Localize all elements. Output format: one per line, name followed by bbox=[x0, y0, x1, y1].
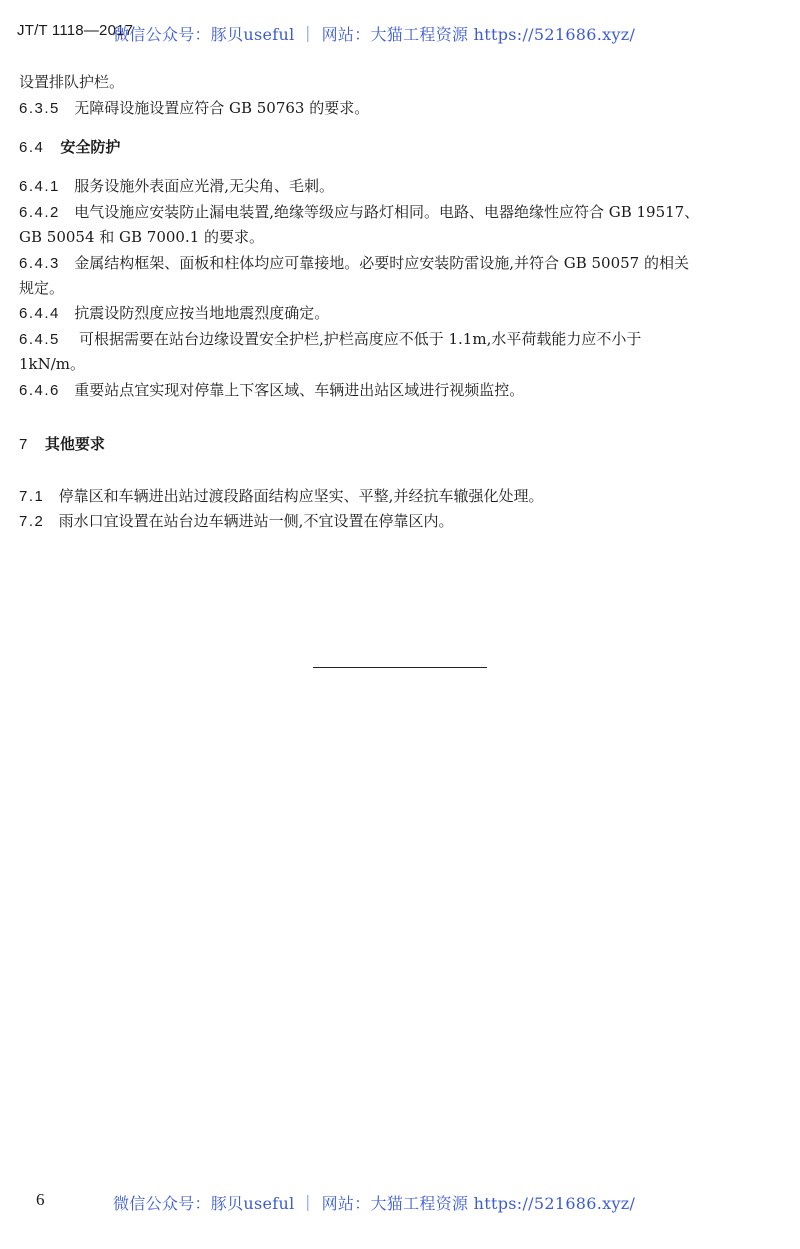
clause-text: 重要站点宜实现对停靠上下客区域、车辆进出站区域进行视频监控。 bbox=[74, 381, 525, 399]
clause-6-4-5 bbox=[19, 329, 641, 350]
clause-6-4-6 bbox=[19, 380, 524, 401]
clause-number: 6.4.2 bbox=[19, 204, 60, 221]
clause-6-4-1 bbox=[19, 176, 334, 197]
heading-7 bbox=[19, 434, 105, 455]
watermark-top: 微信公众号：豚贝useful ｜ 网站：大猫工程资源 https://521686.xyz/ bbox=[113, 25, 636, 44]
clause-text: 无障碍设施设置应符合 GB 50763 的要求。 bbox=[74, 99, 370, 117]
heading-title: 其他要求 bbox=[44, 435, 105, 453]
clause-7-2 bbox=[19, 511, 453, 532]
clause-text: 服务设施外表面应光滑,无尖角、毛刺。 bbox=[74, 177, 334, 195]
clause-number: 6.4.3 bbox=[19, 255, 60, 272]
clause-6-4-2-cont: GB 50054 和 GB 7000.1 的要求。 bbox=[19, 228, 265, 246]
watermark-bottom: 微信公众号：豚贝useful ｜ 网站：大猫工程资源 https://521686.xyz/ bbox=[113, 1194, 636, 1213]
clause-text: 金属结构框架、面板和柱体均应可靠接地。必要时应安装防雷设施,并符合 GB 50057 的相关 bbox=[74, 254, 689, 272]
doc-code: JT/T 1118—2017 bbox=[17, 22, 134, 39]
clause-6-3-5 bbox=[19, 98, 369, 119]
clause-6-4-3 bbox=[19, 253, 689, 274]
clause-number: 7.2 bbox=[19, 513, 45, 530]
clause-number: 6.4.4 bbox=[19, 305, 60, 322]
clause-number: 7.1 bbox=[19, 488, 45, 505]
clause-6-4-5-cont: 1kN/m。 bbox=[19, 355, 86, 373]
heading-number: 6.4 bbox=[19, 139, 45, 156]
continued-line: 设置排队护栏。 bbox=[19, 73, 125, 91]
clause-text: 可根据需要在站台边缘设置安全护栏,护栏高度应不低于 1.1m,水平荷载能力应不小于 bbox=[78, 330, 642, 348]
heading-number: 7 bbox=[19, 436, 29, 453]
end-rule bbox=[313, 667, 487, 668]
clause-text: 停靠区和车辆进出站过渡段路面结构应坚实、平整,并经抗车辙强化处理。 bbox=[58, 487, 544, 505]
clause-number: 6.4.5 bbox=[19, 331, 60, 348]
heading-title: 安全防护 bbox=[60, 138, 121, 156]
clause-number: 6.4.1 bbox=[19, 178, 60, 195]
clause-6-4-3-cont: 规定。 bbox=[19, 279, 65, 297]
clause-text: 雨水口宜设置在站台边车辆进站一侧,不宜设置在停靠区内。 bbox=[58, 512, 454, 530]
page-number: 6 bbox=[36, 1190, 45, 1209]
clause-6-4-4 bbox=[19, 303, 329, 324]
clause-text: 电气设施应安装防止漏电装置,绝缘等级应与路灯相同。电路、电器绝缘性应符合 GB 19517、 bbox=[74, 203, 700, 221]
clause-number: 6.4.6 bbox=[19, 382, 60, 399]
clause-7-1 bbox=[19, 486, 543, 507]
clause-text: 抗震设防烈度应按当地地震烈度确定。 bbox=[74, 304, 330, 322]
heading-6-4 bbox=[19, 137, 120, 158]
clause-6-4-2 bbox=[19, 202, 699, 223]
clause-number: 6.3.5 bbox=[19, 100, 60, 117]
